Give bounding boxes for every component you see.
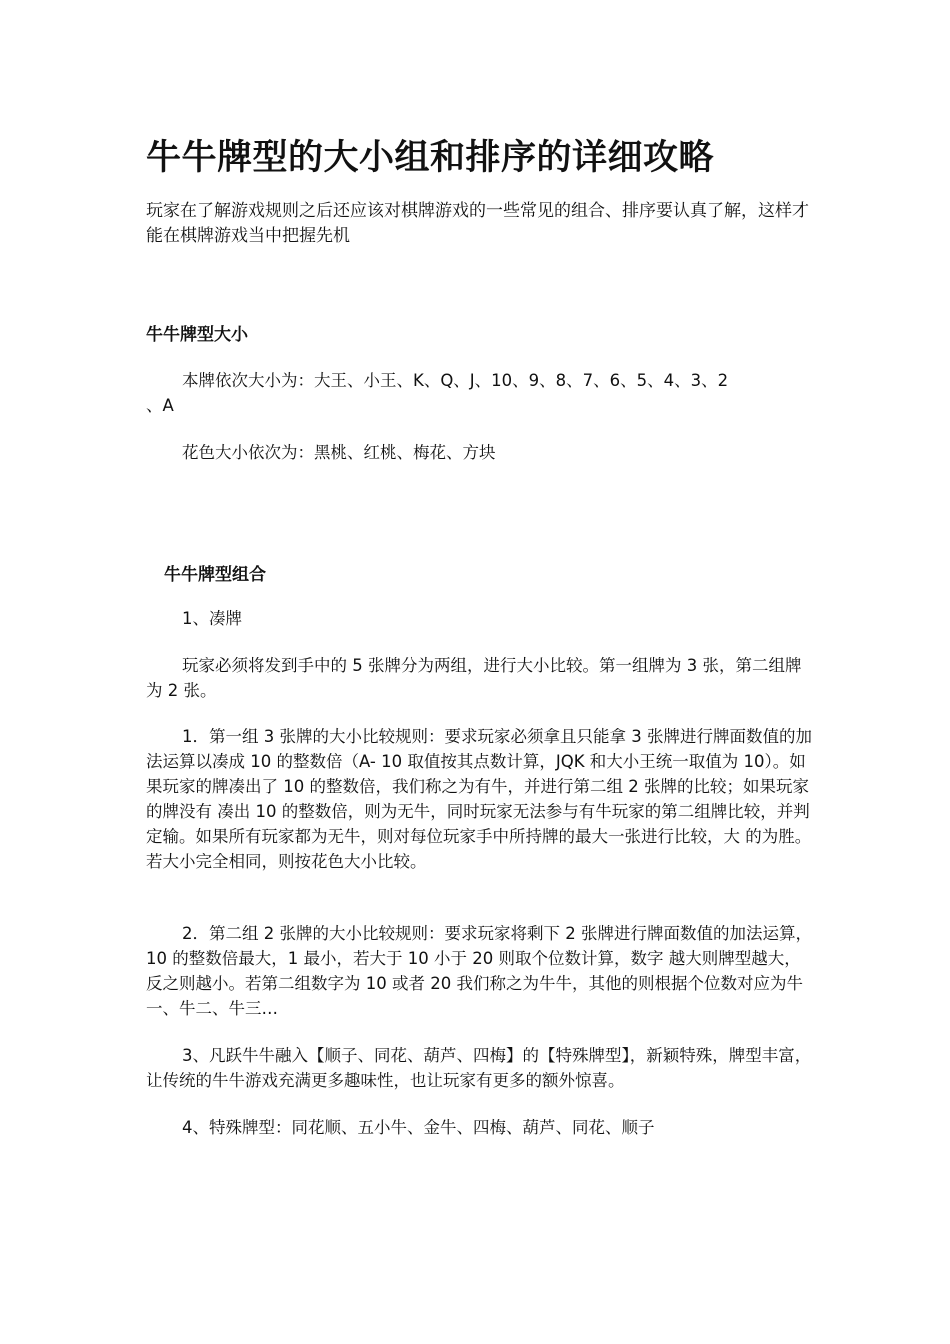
paragraph-second-group-rule: 2．第二组 2 张牌的大小比较规则：要求玩家将剩下 2 张牌进行牌面数值的加法运算，10 的整数倍最大，1 最小，若大于 10 小于 20 则取个位数计算，数字 越大则牌型越大，反之则越小。若第二组数字为 10 或者 20 我们称之为牛牛，其他的则根据个位数对应为牛一、牛二、牛三… (146, 924, 812, 1018)
rank-order-line: 本牌依次大小为：大王、小王、K、Q、J、10、9、8、7、6、5、4、3、2 (182, 371, 729, 390)
item1-heading: 1、凑牌 (182, 609, 242, 628)
section-heading-combinations: 牛牛牌型组合 (164, 565, 266, 585)
intro-paragraph: 玩家在了解游戏规则之后还应该对棋牌游戏的一些常见的组合、排序要认真了解，这样才能在棋牌游戏当中把握先机 (146, 201, 809, 246)
special-hands-line: 4、特殊牌型：同花顺、五小牛、金牛、四梅、葫芦、同花、顺子 (182, 1118, 655, 1137)
section-heading-card-ranking: 牛牛牌型大小 (146, 325, 248, 345)
paragraph-grouping: 玩家必须将发到手中的 5 张牌分为两组，进行大小比较。第一组牌为 3 张，第二组牌为 2 张。 (146, 656, 802, 700)
suit-order-line: 花色大小依次为：黑桃、红桃、梅花、方块 (182, 443, 496, 462)
paragraph-first-group-rule: 1．第一组 3 张牌的大小比较规则：要求玩家必须拿且只能拿 3 张牌进行牌面数值的加法运算以凑成 10 的整数倍（A- 10 取值按其点数计算，JQK 和大小王统一取值为 10）。如果玩家的牌凑出了 10 的整数倍，我们称之为有牛，并进行第二组 2 张牌的比较；如果玩家的牌没有 凑出 10 的整数倍，则为无牛，同时玩家无法参与有牛玩家的第二组牌比较，并判定输。如果所有玩家都为无牛，则对每位玩家手中所持牌的最大一张进行比较，大 的为胜。若大小完全相同，则按花色大小比较。 (146, 727, 812, 871)
document-title: 牛牛牌型的大小组和排序的详细攻略 (146, 138, 715, 178)
rank-order-line-continued: 、A (146, 396, 174, 415)
paragraph-special-intro: 3、凡跃牛牛融入【顺子、同花、葫芦、四梅】的【特殊牌型】，新颖特殊，牌型丰富，让传统的牛牛游戏充满更多趣味性，也让玩家有更多的额外惊喜。 (146, 1046, 812, 1090)
